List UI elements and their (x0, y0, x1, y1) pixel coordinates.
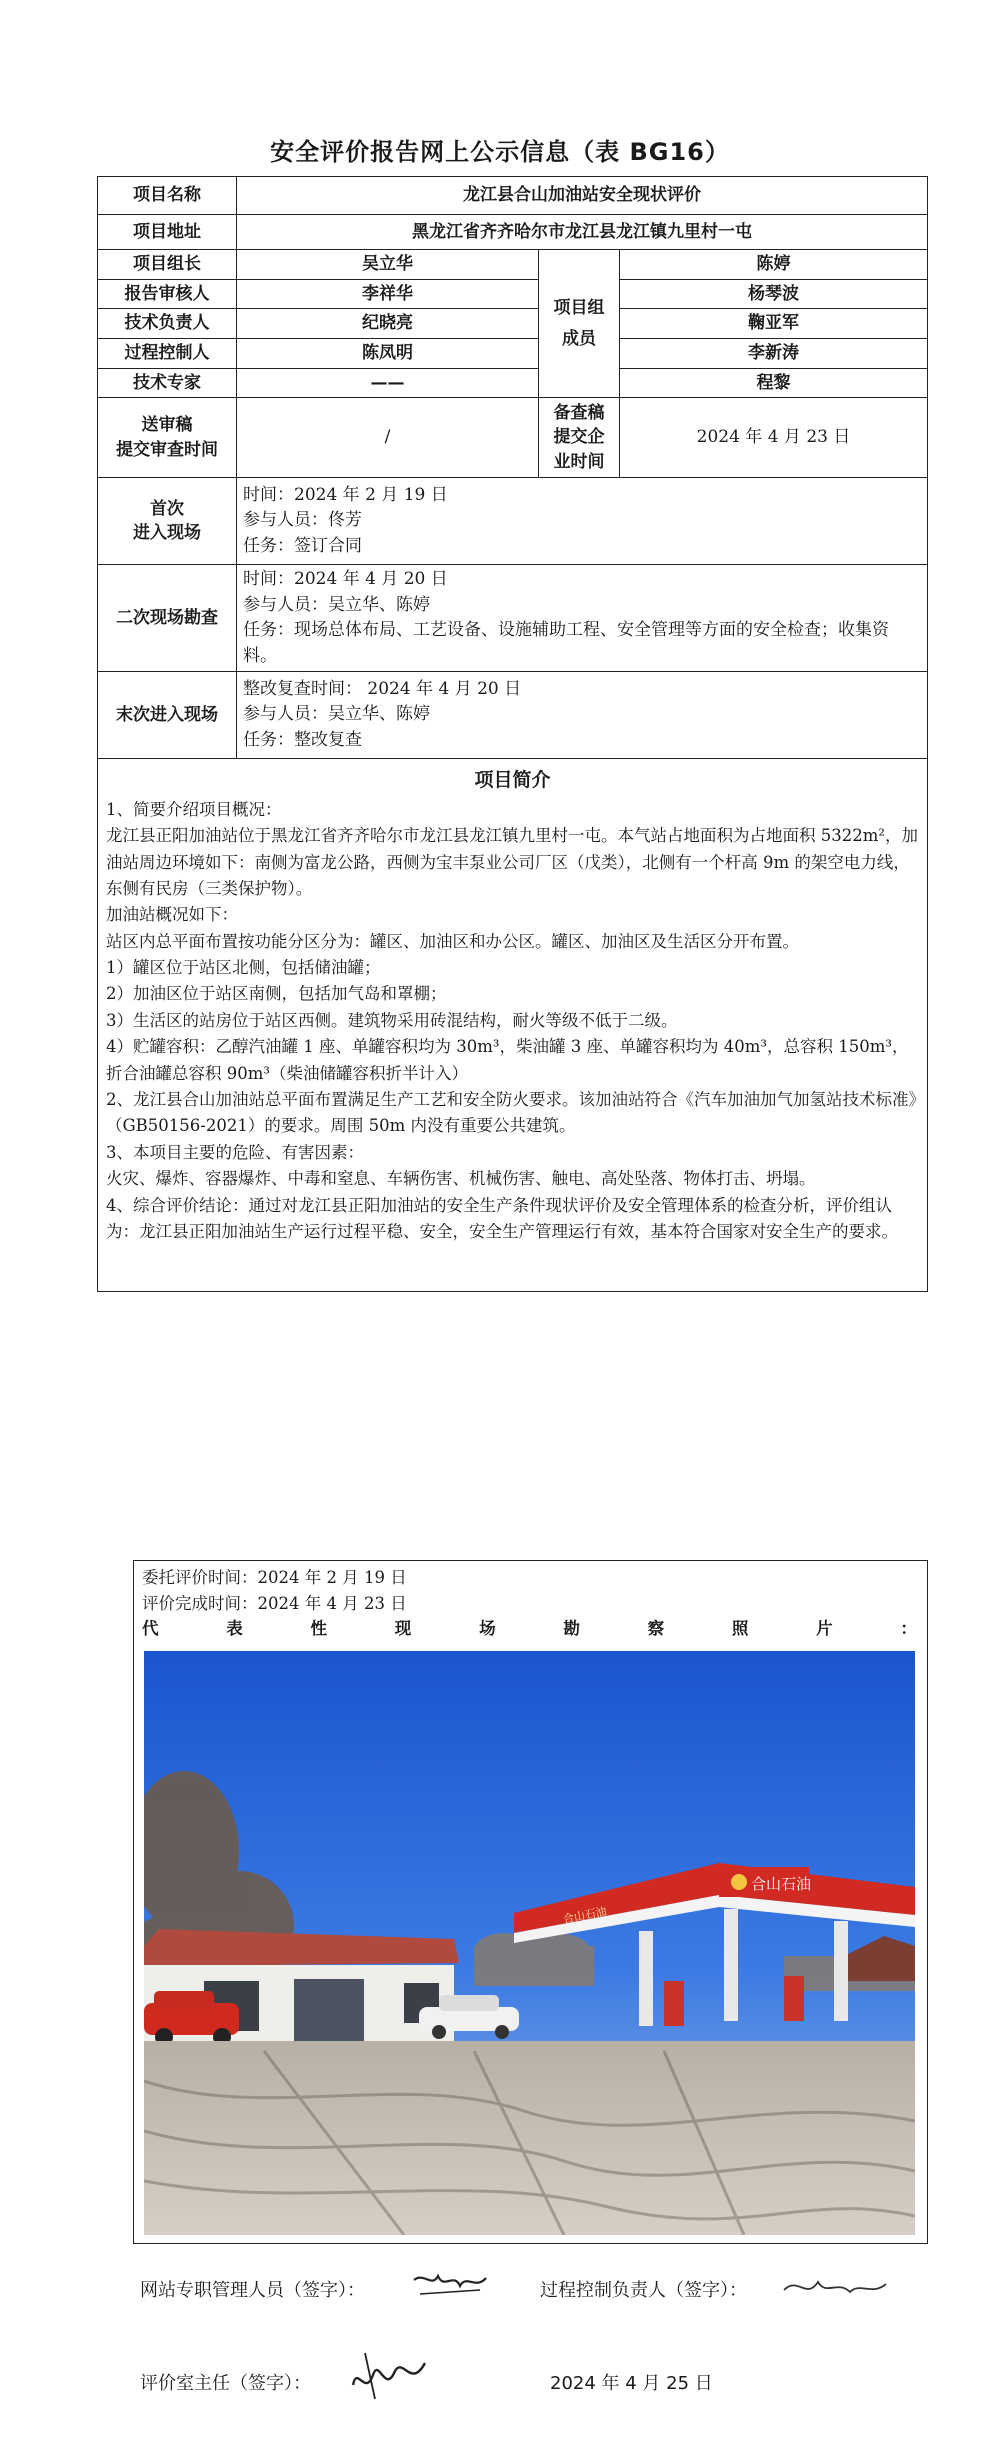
commission-time: 委托评价时间：2024 年 2 月 19 日 (142, 1568, 407, 1587)
process-control-signature (780, 2270, 890, 2306)
first-visit-details: 时间：2024 年 2 月 19 日 参与人员：佟芳 任务：签订合同 (237, 478, 928, 565)
office-director-signature (345, 2345, 435, 2405)
tech-lead-label: 技术负责人 (98, 309, 237, 339)
page-title: 安全评价报告网上公示信息（表 BG16） (270, 138, 730, 166)
submit-label: 送审稿 提交审查时间 (98, 398, 237, 478)
first-visit-label: 首次 进入现场 (98, 478, 237, 565)
sign-date: 2024 年 4 月 25 日 (550, 2373, 713, 2394)
intro-paragraph: 站区内总平面布置按功能分区分为：罐区、加油区和办公区。罐区、加油区及生活区分开布置。 (106, 931, 799, 951)
intro-paragraph: 3）生活区的站房位于站区西侧。建筑物采用砖混结构，耐火等级不低于二级。 (106, 1010, 678, 1030)
reviewer-label: 报告审核人 (98, 279, 237, 309)
leader-label: 项目组长 (98, 250, 237, 280)
site-admin-label: 网站专职管理人员（签字）： (140, 2280, 365, 2301)
complete-time: 评价完成时间：2024 年 4 月 23 日 (142, 1593, 407, 1613)
site-admin-signature (410, 2266, 490, 2302)
last-visit-details: 整改复查时间： 2024 年 4 月 20 日 参与人员：吴立华、陈婷 任务：整改复查 (237, 672, 928, 759)
canopy-sign: 合山石油 (751, 1875, 812, 1893)
project-address-label: 项目地址 (98, 215, 237, 250)
project-intro (98, 759, 928, 1292)
canopy-side-sign: 合山石油 (562, 1904, 608, 1926)
filing-value: 2024 年 4 月 23 日 (620, 398, 928, 478)
tech-lead-value: 纪晓亮 (237, 309, 539, 339)
intro-paragraph: 1、简要介绍项目概况： (106, 799, 282, 819)
member-item: 杨琴波 (620, 279, 928, 309)
intro-paragraph: 2、龙江县合山加油站总平面布置满足生产工艺和安全防火要求。该加油站符合《汽车加油加气加氢站技术标准》（GB50156-2021）的要求。周围 50m 内没有重要公共建筑。 (106, 1090, 917, 1136)
second-visit-label: 二次现场勘查 (98, 565, 237, 672)
second-visit-details: 时间：2024 年 4 月 20 日 参与人员：吴立华、陈婷 任务：现场总体布局、工艺设备、设施辅助工程、安全管理等方面的安全检查；收集资料。 (237, 565, 928, 672)
last-visit-label: 末次进入现场 (98, 672, 237, 759)
reviewer-value: 李祥华 (237, 279, 539, 309)
office-director-label: 评价室主任（签字）： (140, 2373, 311, 2394)
process-control-label: 过程控制负责人（签字）： (540, 2280, 747, 2301)
survey-box (133, 1560, 928, 2244)
project-address: 黑龙江省齐齐哈尔市龙江县龙江镇九里村一屯 (237, 215, 928, 250)
process-control-label: 过程控制人 (98, 338, 237, 368)
member-item: 程黎 (620, 368, 928, 398)
member-item: 李新涛 (620, 338, 928, 368)
filing-label: 备查稿 提交企 业时间 (539, 398, 620, 478)
intro-paragraph: 3、本项目主要的危险、有害因素： (106, 1142, 364, 1162)
project-name-label: 项目名称 (98, 177, 237, 215)
member-item: 鞠亚军 (620, 309, 928, 339)
leader-value: 吴立华 (237, 250, 539, 280)
expert-label: 技术专家 (98, 368, 237, 398)
submit-value: / (237, 398, 539, 478)
intro-paragraph: 1）罐区位于站区北侧，包括储油罐； (106, 958, 381, 978)
site-photo (144, 1651, 915, 2235)
photo-caption: 代 表 性 现 场 勘 察 照 片 ： (142, 1619, 917, 1639)
info-table (97, 176, 928, 1292)
project-name: 龙江县合山加油站安全现状评价 (237, 177, 928, 215)
intro-paragraph: 2）加油区位于站区南侧，包括加气岛和罩棚； (106, 984, 447, 1004)
members-label: 项目组 成员 (539, 250, 620, 398)
intro-heading: 项目简介 (474, 769, 551, 792)
process-control-value: 陈凤明 (237, 338, 539, 368)
expert-value: —— (237, 368, 539, 398)
intro-paragraph: 加油站概况如下： (106, 905, 238, 925)
member-item: 陈婷 (620, 250, 928, 280)
intro-paragraph: 4）贮罐容积：乙醇汽油罐 1 座、单罐容积均为 30m³，柴油罐 3 座、单罐容积均为 40m³，总容积 150m³，折合油罐总容积 90m³（柴油储罐容积折半计入） (106, 1037, 909, 1083)
intro-paragraph: 火灾、爆炸、容器爆炸、中毒和窒息、车辆伤害、机械伤害、触电、高处坠落、物体打击、坍塌。 (106, 1169, 816, 1189)
intro-paragraph: 4、综合评价结论：通过对龙江县正阳加油站的安全生产条件现状评价及安全管理体系的检查分析，评价组认为：龙江县正阳加油站生产运行过程平稳、安全，安全生产管理运行有效，基本符合国家对安全生产的要求。 (106, 1195, 898, 1241)
intro-paragraph: 龙江县正阳加油站位于黑龙江省齐齐哈尔市龙江县龙江镇九里村一屯。本气站占地面积为占地面积 5322m²，加油站周边环境如下：南侧为富龙公路，西侧为宝丰泵业公司厂区（戊类），北侧有一个杆高 9m 的架空电力线，东侧有民房（三类保护物）。 (106, 826, 918, 898)
